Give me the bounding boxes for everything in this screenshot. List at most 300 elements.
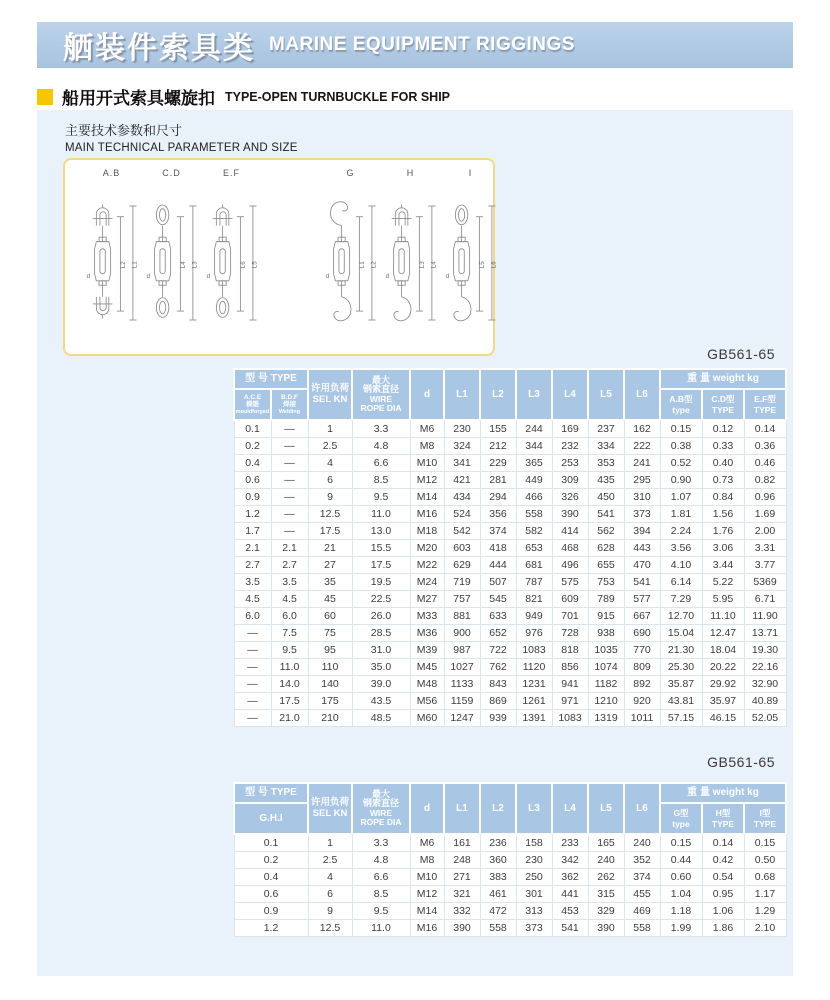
table-row bbox=[234, 851, 786, 868]
table-cell: 60 bbox=[308, 607, 352, 624]
w-ab-zh: A.B型 bbox=[669, 393, 693, 404]
col-subheader-ace bbox=[234, 389, 271, 420]
table-row bbox=[234, 454, 786, 471]
wire-en1: WIRE bbox=[369, 808, 393, 819]
table-cell: 1 bbox=[308, 420, 352, 437]
table-cell: 6 bbox=[308, 471, 352, 488]
parameters-title-zh: 主要技术参数和尺寸 bbox=[65, 123, 183, 138]
table-cell: — bbox=[234, 709, 271, 726]
spec-table-ace-bdf bbox=[233, 368, 787, 727]
turnbuckle-figure-i bbox=[442, 168, 499, 352]
table-cell: 1 bbox=[308, 834, 352, 851]
table-cell: 1391 bbox=[516, 709, 552, 726]
table-cell: 237 bbox=[588, 420, 624, 437]
table-row bbox=[234, 692, 786, 709]
table-cell: 1159 bbox=[444, 692, 480, 709]
table-row bbox=[234, 624, 786, 641]
table-cell: 35.0 bbox=[352, 658, 410, 675]
wire-en1: WIRE bbox=[369, 394, 393, 405]
table-cell: 212 bbox=[480, 437, 516, 454]
table-cell: 75 bbox=[308, 624, 352, 641]
table-cell: 920 bbox=[624, 692, 660, 709]
table-cell: 629 bbox=[444, 556, 480, 573]
table-cell: M27 bbox=[410, 590, 444, 607]
table-row bbox=[234, 607, 786, 624]
table-cell: 310 bbox=[624, 488, 660, 505]
table-cell: 12.70 bbox=[660, 607, 702, 624]
col-header-l6: L6 bbox=[624, 783, 660, 834]
table-cell: 414 bbox=[552, 522, 588, 539]
section-heading bbox=[37, 84, 450, 109]
table-cell: 450 bbox=[588, 488, 624, 505]
table-cell: 1.2 bbox=[234, 505, 271, 522]
dim-label: L6 bbox=[490, 261, 498, 269]
wire-zh2: 钢索直径 bbox=[362, 384, 399, 395]
table-cell: 2.7 bbox=[271, 556, 308, 573]
table-cell: 472 bbox=[480, 902, 516, 919]
table-cell: 1.81 bbox=[660, 505, 702, 522]
table-cell: 0.6 bbox=[234, 885, 308, 902]
w-i-en: TYPE bbox=[753, 818, 777, 829]
dim-label: L1 bbox=[358, 261, 366, 269]
table-cell: 466 bbox=[516, 488, 552, 505]
table-cell: 3.31 bbox=[744, 539, 786, 556]
w-cd-zh: C.D型 bbox=[711, 393, 735, 404]
table-cell: 0.36 bbox=[744, 437, 786, 454]
table-cell: 390 bbox=[552, 505, 588, 522]
table-cell: 161 bbox=[444, 834, 480, 851]
table-cell: 762 bbox=[480, 658, 516, 675]
table-cell: 4.5 bbox=[271, 590, 308, 607]
table-cell: 2.5 bbox=[308, 851, 352, 868]
table-cell: 545 bbox=[480, 590, 516, 607]
col-header-weight: 重 量 weight kg bbox=[660, 369, 786, 389]
figure-label: G bbox=[346, 168, 355, 178]
parameters-title bbox=[65, 120, 298, 154]
table-cell: 0.12 bbox=[702, 420, 744, 437]
table-cell: 6.71 bbox=[744, 590, 786, 607]
col-header-sel-en: SEL KN bbox=[312, 393, 348, 405]
table-cell: 35.87 bbox=[660, 675, 702, 692]
table-cell: 301 bbox=[516, 885, 552, 902]
col-header-l5: L5 bbox=[588, 783, 624, 834]
table-cell: 0.95 bbox=[702, 885, 744, 902]
table-cell: 690 bbox=[624, 624, 660, 641]
table-cell: 1083 bbox=[516, 641, 552, 658]
table-cell: 0.4 bbox=[234, 454, 271, 471]
table-cell: 0.60 bbox=[660, 868, 702, 885]
table-cell: 140 bbox=[308, 675, 352, 692]
table-cell: 15.5 bbox=[352, 539, 410, 556]
table-cell: 52.05 bbox=[744, 709, 786, 726]
table-cell: 232 bbox=[552, 437, 588, 454]
table-cell: 1011 bbox=[624, 709, 660, 726]
table-cell: 4.8 bbox=[352, 437, 410, 454]
table-cell: 915 bbox=[588, 607, 624, 624]
table-cell: 633 bbox=[480, 607, 516, 624]
table-cell: 0.52 bbox=[660, 454, 702, 471]
table-cell: 789 bbox=[588, 590, 624, 607]
table-cell: 976 bbox=[516, 624, 552, 641]
col-header-l2: L2 bbox=[480, 783, 516, 834]
table-cell: M14 bbox=[410, 902, 444, 919]
table-cell: 57.15 bbox=[660, 709, 702, 726]
parameters-title-en: MAIN TECHNICAL PARAMETER AND SIZE bbox=[65, 142, 298, 154]
table-cell: 0.82 bbox=[744, 471, 786, 488]
table-row bbox=[234, 556, 786, 573]
table-cell: 577 bbox=[624, 590, 660, 607]
standard-label: GB561-65 bbox=[707, 754, 775, 770]
table-cell: M36 bbox=[410, 624, 444, 641]
table-cell: 6.6 bbox=[352, 868, 410, 885]
table-cell: 0.14 bbox=[702, 834, 744, 851]
table-cell: 1074 bbox=[588, 658, 624, 675]
table-cell: 17.5 bbox=[352, 556, 410, 573]
table-row bbox=[234, 471, 786, 488]
table-cell: 394 bbox=[624, 522, 660, 539]
table-cell: — bbox=[234, 624, 271, 641]
table-cell: — bbox=[234, 675, 271, 692]
table-cell: 12.5 bbox=[308, 505, 352, 522]
table-cell: 43.81 bbox=[660, 692, 702, 709]
table-cell: 856 bbox=[552, 658, 588, 675]
table-cell: 728 bbox=[552, 624, 588, 641]
yellow-bullet-icon bbox=[37, 89, 53, 105]
table-cell: — bbox=[234, 641, 271, 658]
col-header-l6: L6 bbox=[624, 369, 660, 420]
table-cell: 342 bbox=[552, 851, 588, 868]
table-cell: 356 bbox=[480, 505, 516, 522]
table-cell: 22.16 bbox=[744, 658, 786, 675]
table-cell: 271 bbox=[444, 868, 480, 885]
table-cell: 470 bbox=[624, 556, 660, 573]
table-cell: 0.54 bbox=[702, 868, 744, 885]
w-ef-en: TYPE bbox=[753, 404, 777, 415]
table-row bbox=[234, 590, 786, 607]
table-cell: 1.06 bbox=[702, 902, 744, 919]
table-row bbox=[234, 641, 786, 658]
table-cell: 0.40 bbox=[702, 454, 744, 471]
table-cell: 29.92 bbox=[702, 675, 744, 692]
table-cell: 43.5 bbox=[352, 692, 410, 709]
table-cell: 8.5 bbox=[352, 885, 410, 902]
table-cell: 2.24 bbox=[660, 522, 702, 539]
table-cell: 441 bbox=[552, 885, 588, 902]
table-cell: 362 bbox=[552, 868, 588, 885]
table-cell: 0.2 bbox=[234, 437, 271, 454]
table-cell: 241 bbox=[624, 454, 660, 471]
table-cell: 3.3 bbox=[352, 420, 410, 437]
table-cell: — bbox=[271, 420, 308, 437]
table-cell: 295 bbox=[624, 471, 660, 488]
table-cell: 1.99 bbox=[660, 919, 702, 936]
table-cell: 3.3 bbox=[352, 834, 410, 851]
table-cell: 9.5 bbox=[352, 488, 410, 505]
turnbuckle-drawing-icon bbox=[143, 179, 200, 347]
table-cell: 383 bbox=[480, 868, 516, 885]
table-cell: 250 bbox=[516, 868, 552, 885]
table-cell: M10 bbox=[410, 868, 444, 885]
table-cell: 6.0 bbox=[271, 607, 308, 624]
ace-en: mouldforged bbox=[235, 408, 270, 415]
table-cell: 31.0 bbox=[352, 641, 410, 658]
col-header-type: 型 号 TYPE bbox=[234, 783, 308, 803]
table-cell: 2.7 bbox=[234, 556, 271, 573]
table-cell: 1.56 bbox=[702, 505, 744, 522]
table-cell: M45 bbox=[410, 658, 444, 675]
table-cell: 9.5 bbox=[352, 902, 410, 919]
table-cell: 757 bbox=[444, 590, 480, 607]
table-cell: 541 bbox=[552, 919, 588, 936]
bdf-en: Welding bbox=[278, 408, 301, 415]
table-cell: 329 bbox=[588, 902, 624, 919]
table-cell: 2.1 bbox=[234, 539, 271, 556]
table-cell: 315 bbox=[588, 885, 624, 902]
table-cell: 900 bbox=[444, 624, 480, 641]
table-cell: 971 bbox=[552, 692, 588, 709]
table-cell: 0.9 bbox=[234, 902, 308, 919]
figure-label: I bbox=[468, 168, 473, 178]
col-subheader-weight-g bbox=[660, 803, 702, 834]
figure-label: E.F bbox=[222, 168, 240, 178]
table-cell: 15.04 bbox=[660, 624, 702, 641]
table-cell: 1.76 bbox=[702, 522, 744, 539]
table-cell: 253 bbox=[552, 454, 588, 471]
table-cell: M12 bbox=[410, 471, 444, 488]
w-h-zh: H型 bbox=[715, 807, 731, 818]
table-cell: 5369 bbox=[744, 573, 786, 590]
table-cell: 17.5 bbox=[308, 522, 352, 539]
table-cell: 95 bbox=[308, 641, 352, 658]
table-cell: M10 bbox=[410, 454, 444, 471]
turnbuckle-figure-g bbox=[322, 168, 379, 352]
table-cell: 26.0 bbox=[352, 607, 410, 624]
bdf-code: B.D.F bbox=[281, 394, 298, 402]
table-cell: 1.69 bbox=[744, 505, 786, 522]
table-cell: 373 bbox=[516, 919, 552, 936]
table-cell: 9 bbox=[308, 488, 352, 505]
figure-label: H bbox=[406, 168, 415, 178]
table-cell: 11.0 bbox=[271, 658, 308, 675]
wire-zh2: 钢索直径 bbox=[362, 798, 399, 809]
table-cell: 373 bbox=[624, 505, 660, 522]
table-cell: 25.30 bbox=[660, 658, 702, 675]
table-cell: 169 bbox=[552, 420, 588, 437]
table-cell: 309 bbox=[552, 471, 588, 488]
dim-label: d bbox=[146, 273, 151, 281]
table-cell: 524 bbox=[444, 505, 480, 522]
col-subheader-ghi: G.H.I bbox=[234, 803, 308, 834]
table-cell: 40.89 bbox=[744, 692, 786, 709]
table-cell: 240 bbox=[624, 834, 660, 851]
table-cell: 341 bbox=[444, 454, 480, 471]
table-cell: 0.1 bbox=[234, 420, 271, 437]
dim-label: L2 bbox=[119, 261, 127, 269]
table-cell: 652 bbox=[480, 624, 516, 641]
col-header-d: d bbox=[410, 783, 444, 834]
bdf-zh: 焊接 bbox=[283, 401, 296, 409]
table-cell: 787 bbox=[516, 573, 552, 590]
turnbuckle-drawing-icon bbox=[203, 179, 260, 347]
table-cell: 0.15 bbox=[660, 834, 702, 851]
turnbuckle-drawing-icon bbox=[83, 179, 140, 347]
col-header-sel bbox=[308, 783, 352, 834]
table-cell: 248 bbox=[444, 851, 480, 868]
table-cell: 35.97 bbox=[702, 692, 744, 709]
table-cell: 603 bbox=[444, 539, 480, 556]
table-cell: 233 bbox=[552, 834, 588, 851]
col-header-sel bbox=[308, 369, 352, 420]
table-cell: 390 bbox=[588, 919, 624, 936]
table-cell: 321 bbox=[444, 885, 480, 902]
table-cell: 869 bbox=[480, 692, 516, 709]
table-cell: 1261 bbox=[516, 692, 552, 709]
table-cell: 987 bbox=[444, 641, 480, 658]
table-cell: 4.5 bbox=[234, 590, 271, 607]
table-cell: — bbox=[234, 658, 271, 675]
table-cell: 941 bbox=[552, 675, 588, 692]
table-cell: 240 bbox=[588, 851, 624, 868]
table-cell: 1133 bbox=[444, 675, 480, 692]
table-cell: 809 bbox=[624, 658, 660, 675]
dim-label: d bbox=[206, 273, 211, 281]
table-cell: 0.42 bbox=[702, 851, 744, 868]
table-cell: M6 bbox=[410, 420, 444, 437]
table-cell: 1120 bbox=[516, 658, 552, 675]
table-cell: 628 bbox=[588, 539, 624, 556]
table-cell: 11.0 bbox=[352, 919, 410, 936]
turnbuckle-drawing-icon bbox=[322, 179, 379, 347]
table-cell: 939 bbox=[480, 709, 516, 726]
table-cell: 2.00 bbox=[744, 522, 786, 539]
table-cell: 210 bbox=[308, 709, 352, 726]
table-cell: 155 bbox=[480, 420, 516, 437]
table-cell: 582 bbox=[516, 522, 552, 539]
table-cell: 48.5 bbox=[352, 709, 410, 726]
table-cell: 32.90 bbox=[744, 675, 786, 692]
header-title-zh: 舾装件索具类 bbox=[63, 32, 255, 65]
section-title-zh: 船用开式索具螺旋扣 bbox=[62, 89, 215, 108]
dim-label: L3 bbox=[191, 261, 199, 269]
table-cell: 0.6 bbox=[234, 471, 271, 488]
ace-code: A.C.E bbox=[243, 394, 262, 402]
col-header-l3: L3 bbox=[516, 783, 552, 834]
table-cell: 701 bbox=[552, 607, 588, 624]
table-cell: 222 bbox=[624, 437, 660, 454]
table-row bbox=[234, 539, 786, 556]
table-cell: 175 bbox=[308, 692, 352, 709]
table-cell: 770 bbox=[624, 641, 660, 658]
col-header-wire-rope-dia bbox=[352, 783, 410, 834]
table-cell: 1083 bbox=[552, 709, 588, 726]
table-cell: 6.6 bbox=[352, 454, 410, 471]
col-header-l5: L5 bbox=[588, 369, 624, 420]
table-cell: 3.56 bbox=[660, 539, 702, 556]
col-header-l3: L3 bbox=[516, 369, 552, 420]
table-cell: M6 bbox=[410, 834, 444, 851]
table-cell: M20 bbox=[410, 539, 444, 556]
table-cell: 12.5 bbox=[308, 919, 352, 936]
table-row bbox=[234, 420, 786, 437]
table-cell: 1231 bbox=[516, 675, 552, 692]
table-cell: 753 bbox=[588, 573, 624, 590]
col-header-sel-en: SEL KN bbox=[312, 807, 348, 819]
table-cell: M8 bbox=[410, 851, 444, 868]
w-h-en: TYPE bbox=[711, 818, 735, 829]
table-cell: 352 bbox=[624, 851, 660, 868]
table-row bbox=[234, 709, 786, 726]
table-row bbox=[234, 573, 786, 590]
table-cell: 0.15 bbox=[660, 420, 702, 437]
table-cell: 11.0 bbox=[352, 505, 410, 522]
table-cell: 6 bbox=[308, 885, 352, 902]
table-cell: 5.22 bbox=[702, 573, 744, 590]
dim-label: d bbox=[86, 273, 91, 281]
ace-zh: 模锻 bbox=[246, 401, 259, 409]
wire-zh1: 最大 bbox=[371, 788, 390, 799]
col-header-l1: L1 bbox=[444, 783, 480, 834]
table-cell: 469 bbox=[624, 902, 660, 919]
spec-table-1-body bbox=[234, 420, 786, 726]
technical-drawing-box bbox=[63, 158, 498, 356]
table-cell: 19.30 bbox=[744, 641, 786, 658]
table-cell: 35 bbox=[308, 573, 352, 590]
table-cell: 0.96 bbox=[744, 488, 786, 505]
table-cell: 949 bbox=[516, 607, 552, 624]
table-cell: 20.22 bbox=[702, 658, 744, 675]
table-cell: 11.10 bbox=[702, 607, 744, 624]
table-cell: 1027 bbox=[444, 658, 480, 675]
table-cell: 0.50 bbox=[744, 851, 786, 868]
table-cell: 0.15 bbox=[744, 834, 786, 851]
w-ab-en: type bbox=[672, 404, 690, 415]
table-cell: 821 bbox=[516, 590, 552, 607]
table-cell: 6.14 bbox=[660, 573, 702, 590]
table-cell: 843 bbox=[480, 675, 516, 692]
table-cell: 39.0 bbox=[352, 675, 410, 692]
table-row bbox=[234, 902, 786, 919]
table-cell: 1.7 bbox=[234, 522, 271, 539]
table-cell: 19.5 bbox=[352, 573, 410, 590]
col-header-l4: L4 bbox=[552, 783, 588, 834]
table-cell: — bbox=[271, 437, 308, 454]
col-header-type: 型 号 TYPE bbox=[234, 369, 308, 389]
figure-label: A.B bbox=[102, 168, 121, 178]
dim-label: L2 bbox=[370, 261, 378, 269]
dim-label: L3 bbox=[418, 261, 426, 269]
table-cell: 1.17 bbox=[744, 885, 786, 902]
table-cell: 4 bbox=[308, 454, 352, 471]
table-cell: 21 bbox=[308, 539, 352, 556]
table-cell: 110 bbox=[308, 658, 352, 675]
table-cell: 0.9 bbox=[234, 488, 271, 505]
table-cell: M14 bbox=[410, 488, 444, 505]
table-cell: 609 bbox=[552, 590, 588, 607]
table-cell: M16 bbox=[410, 505, 444, 522]
col-subheader-bdf bbox=[271, 389, 308, 420]
table-row bbox=[234, 658, 786, 675]
table-cell: 558 bbox=[624, 919, 660, 936]
table-cell: 575 bbox=[552, 573, 588, 590]
table-row bbox=[234, 675, 786, 692]
section-title-en: TYPE-OPEN TURNBUCKLE FOR SHIP bbox=[225, 89, 451, 104]
table-cell: 13.0 bbox=[352, 522, 410, 539]
table-cell: 344 bbox=[516, 437, 552, 454]
table-cell: 449 bbox=[516, 471, 552, 488]
table-row bbox=[234, 919, 786, 936]
table-cell: 1.86 bbox=[702, 919, 744, 936]
table-cell: 1.07 bbox=[660, 488, 702, 505]
